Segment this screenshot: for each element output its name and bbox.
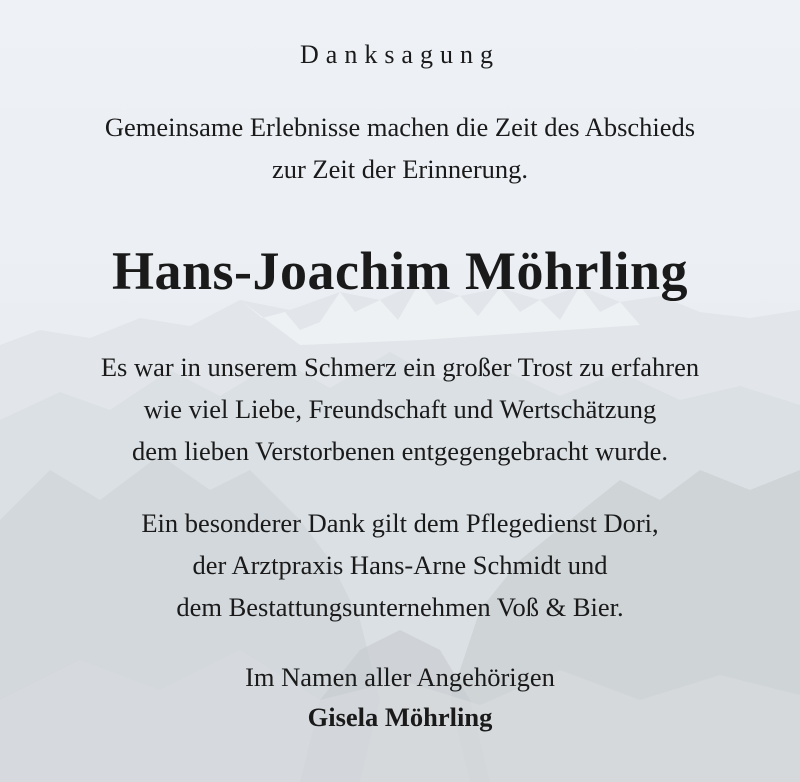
paragraph-line: dem Bestattungsunternehmen Voß & Bier.: [176, 592, 624, 622]
closing-line: Im Namen aller Angehörigen: [245, 662, 555, 692]
paragraph-line: der Arztpraxis Hans-Arne Schmidt und: [192, 550, 608, 580]
paragraph-line: Es war in unserem Schmerz ein großer Trost zu erfahren: [100, 352, 700, 382]
paragraph-line: wie viel Liebe, Freundschaft und Wertschätzung: [143, 394, 657, 424]
quote-line: Gemeinsame Erlebnisse machen die Zeit des Abschieds: [104, 112, 696, 142]
quote-line: zur Zeit der Erinnerung.: [271, 154, 529, 184]
signature: Gisela Möhrling: [307, 702, 493, 732]
notice-title: Danksagung: [300, 40, 500, 69]
deceased-name: Hans-Joachim Möhrling: [111, 241, 689, 301]
paragraph-line: dem lieben Verstorbenen entgegengebracht wurde.: [132, 436, 668, 466]
paragraph-line: Ein besonderer Dank gilt dem Pflegedienst Dori,: [141, 508, 659, 538]
